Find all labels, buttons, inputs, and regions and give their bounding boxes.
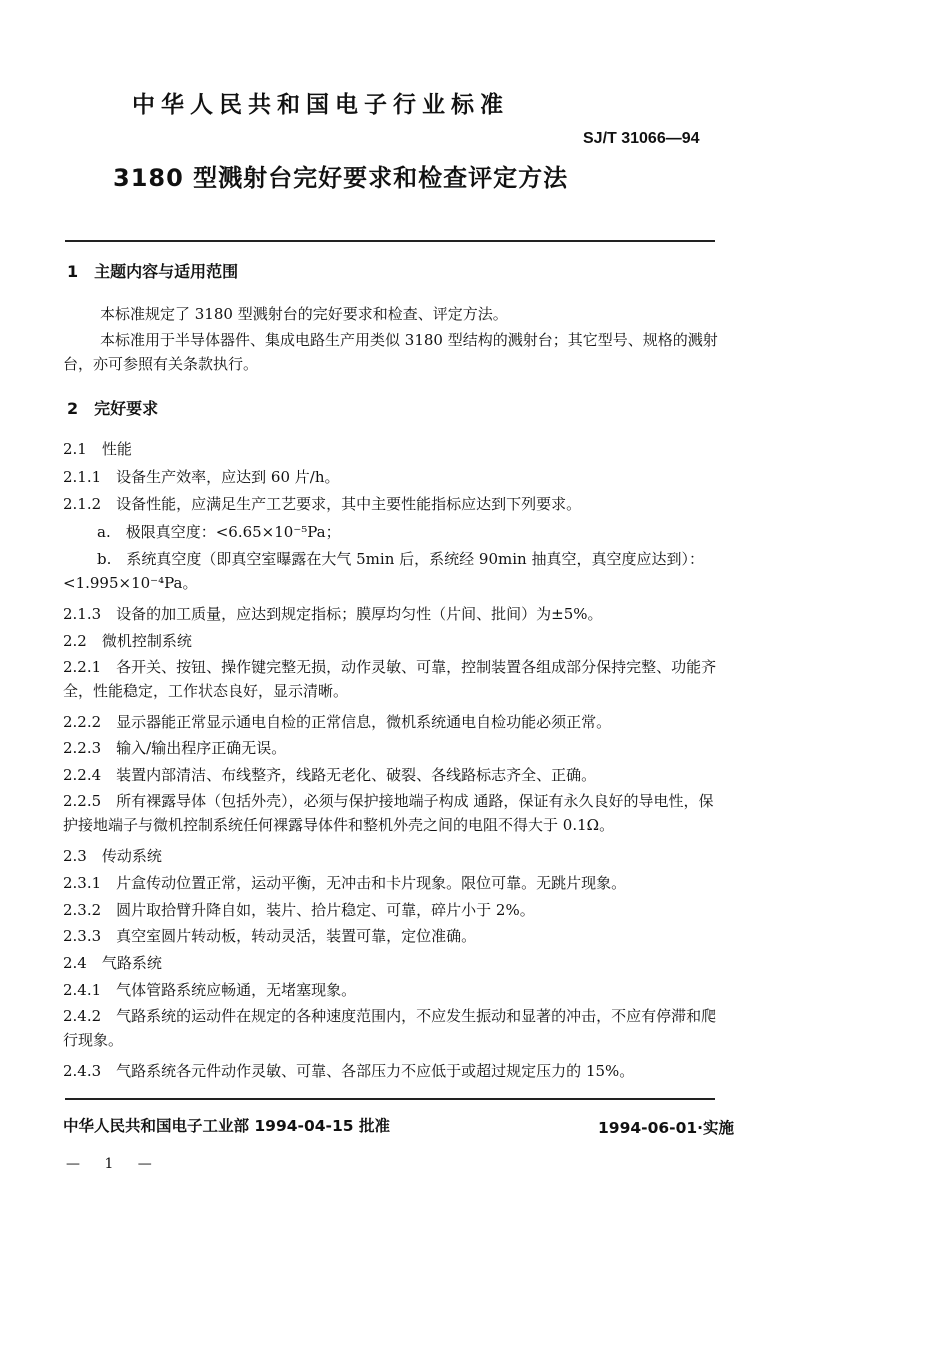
clause-2-2-5: 2.2.5 所有裸露导体（包括外壳），必须与保护接地端子构成 通路，保证有永久良好的导电性，保护接地端子与微机控制系统任何裸露导体件和整机外壳之间的电阻不得大于 0.1Ω。 (63, 792, 714, 834)
clause-2-4: 2.4 气路系统 (63, 954, 162, 972)
clause-2-2-1: 2.2.1 各开关、按钮、操作键完整无损，动作灵敏、可靠，控制装置各组成部分保持完整、功能齐全，性能稳定，工作状态良好，显示清晰。 (63, 658, 717, 700)
clause-2-4-3: 2.4.3 气路系统各元件动作灵敏、可靠、各部压力不应低于或超过规定压力的 15%。 (63, 1062, 635, 1080)
clause-2-1-2-a: a. 极限真空度：<6.65×10⁻⁵Pa； (97, 523, 341, 541)
page-number: — 1 — (66, 1156, 162, 1172)
clause-2-1-3: 2.1.3 设备的加工质量，应达到规定指标；膜厚均匀性（片间、批间）为±5%。 (63, 605, 603, 623)
paragraph: 本标准规定了 3180 型溅射台的完好要求和检查、评定方法。 (100, 305, 508, 323)
top-rule (65, 240, 715, 242)
clause-2-3-3: 2.3.3 真空室圆片转动板，转动灵活，装置可靠，定位准确。 (63, 927, 477, 945)
section-2-heading: 2 完好要求 (67, 399, 159, 418)
clause-2-2-3: 2.2.3 输入/输出程序正确无误。 (63, 739, 287, 757)
effective-date: 1994-06-01·实施 (598, 1119, 735, 1137)
clause-2-1-1: 2.1.1 设备生产效率，应达到 60 片/h。 (63, 468, 340, 486)
clause-2-2: 2.2 微机控制系统 (63, 632, 192, 650)
clause-2-4-2: 2.4.2 气路系统的运动件在规定的各种速度范围内，不应发生振动和显著的冲击，不应有停滞和爬行现象。 (63, 1007, 717, 1049)
approval-line: 中华人民共和国电子工业部 1994-04-15 批准 (63, 1117, 390, 1135)
standard-number: SJ/T 31066—94 (583, 130, 700, 147)
section-1-heading: 1 主题内容与适用范围 (67, 262, 239, 281)
document-title: 3180 型溅射台完好要求和检查评定方法 (113, 164, 569, 192)
clause-2-4-1: 2.4.1 气体管路系统应畅通，无堵塞现象。 (63, 981, 357, 999)
clause-2-3-1: 2.3.1 片盒传动位置正常，运动平衡，无冲击和卡片现象。限位可靠。无跳片现象。 (63, 874, 627, 892)
clause-2-2-4: 2.2.4 装置内部清洁、布线整齐，线路无老化、破裂、各线路标志齐全、正确。 (63, 766, 597, 784)
clause-2-2-2: 2.2.2 显示器能正常显示通电自检的正常信息，微机系统通电自检功能必须正常。 (63, 713, 612, 731)
clause-2-1: 2.1 性能 (63, 440, 132, 458)
bottom-rule (65, 1098, 715, 1100)
clause-2-3: 2.3 传动系统 (63, 847, 162, 865)
paragraph: 本标准用于半导体器件、集成电路生产用类似 3180 型结构的溅射台；其它型号、规格的溅射台，亦可参照有关条款执行。 (63, 331, 718, 373)
organization-title: 中华人民共和国电子行业标准 (132, 92, 509, 118)
clause-2-1-2: 2.1.2 设备性能，应满足生产工艺要求，其中主要性能指标应达到下列要求。 (63, 495, 582, 513)
clause-2-3-2: 2.3.2 圆片取拾臂升降自如，装片、拾片稳定、可靠，碎片小于 2%。 (63, 901, 535, 919)
clause-2-1-2-b: b. 系统真空度（即真空室曝露在大气 5min 后，系统经 90min 抽真空，真空度应达到）：<1.995×10⁻⁴Pa。 (63, 550, 704, 592)
